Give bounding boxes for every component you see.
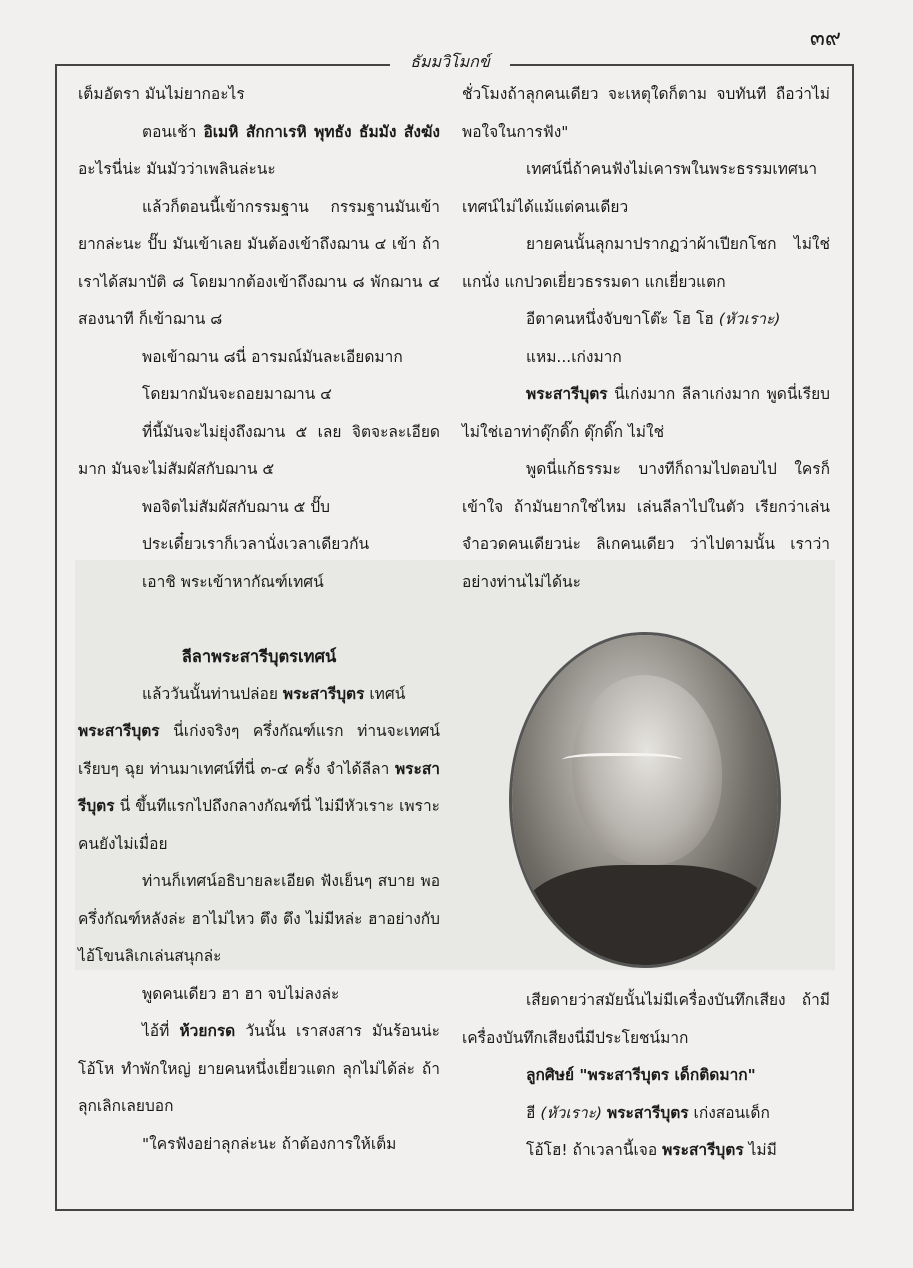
portrait-head-shape	[572, 675, 722, 865]
paragraph: เอาชิ พระเข้าหากัณฑ์เทศน์	[142, 572, 324, 591]
portrait-glasses-shape	[562, 753, 682, 770]
paragraph: ประเดี๋ยวเราก็เวลานั่งเวลาเดียวกัน	[142, 535, 370, 553]
paragraph: เสียดายว่าสมัยนั้นไม่มีเครื่องบันทึกเสียง ถ้ามีเครื่องบันทึกเสียงนี่มีประโยชน์มาก	[462, 991, 830, 1047]
paragraph: โอ้โฮ! ถ้าเวลานี้เจอ พระสารีบุตร ไม่มี	[526, 1141, 777, 1159]
paragraph: แล้วก็ตอนนี้เข้ากรรมฐาน กรรมฐานมันเข้ายากล่ะนะ ปั๊บ มันเข้าเลย มันต้องเข้าถึงฌาน ๔ เข้า ถ้าเราได้สมาบัติ ๘ โดยมากต้องเข้าถึงฌาน ๘ พักฌาน ๔ สองนาที ก็เข้าฌาน ๘	[78, 197, 440, 328]
portrait-robe-shape	[522, 865, 772, 965]
paragraph: ลูกศิษย์ "พระสารีบุตร เด็กติดมาก"	[526, 1066, 756, 1084]
paragraph: อีตาคนหนึ่งจับขาโต๊ะ โฮ โฮ (หัวเราะ)	[526, 310, 781, 328]
right-column	[462, 76, 830, 601]
paragraph: พระสารีบุตร นี่เก่งมาก ลีลาเก่งมาก พูดนี่เรียบ ไม่ใช่เอาท่าดุ๊กดิ๊ก ดุ๊กดิ๊ก ไม่ใช่	[462, 385, 830, 441]
right-column-lower	[462, 982, 830, 1170]
paragraph: พูดนี่แก้ธรรมะ บางทีก็ถามไปตอบไป ใครก็เข้าใจ ถ้ามันยากใช่ไหม เล่นลีลาไปในตัว เรียกว่าเล่นจำอวดคนเดียวน่ะ ลิเกคนเดียว ว่าไปตามนั้น เราว่าอย่างท่านไม่ได้นะ	[462, 460, 830, 591]
monk-portrait-photo	[512, 635, 778, 965]
paragraph: ตอนเช้า อิเมหิ สักกาเรหิ พุทธัง ธัมมัง สังฆัง อะไรนี่น่ะ มันมัวว่าเพลินล่ะนะ	[78, 122, 440, 178]
left-column	[78, 76, 440, 1163]
paragraph: "ใครฟังอย่าลุกล่ะนะ ถ้าต้องการให้เต็ม	[142, 1134, 397, 1153]
paragraph: ฮี (หัวเราะ) พระสารีบุตร เก่งสอนเด็ก	[526, 1103, 770, 1122]
paragraph: ไอ้ที่ ห้วยกรด วันนั้น เราสงสาร มันร้อนน่ะ โอ้โห ทำพักใหญ่ ยายคนหนึ่งเยี่ยวแตก ลุกไม่ได้ล่ะ ถ้าลุกเลิกเลยบอก	[78, 1022, 440, 1115]
paragraph: เทศน์นี่ถ้าคนฟังไม่เคารพในพระธรรมเทศนา เทศน์ไม่ได้แม้แต่คนเดียว	[462, 160, 818, 216]
paragraph: แล้ววันนั้นท่านปล่อย พระสารีบุตร เทศน์	[142, 684, 406, 703]
paragraph: โดยมากมันจะถอยมาฌาน ๔	[142, 385, 332, 403]
paragraph: ท่านก็เทศน์อธิบายละเอียด ฟังเย็นๆ สบาย พอครึ่งกัณฑ์หลังล่ะ ฮาไม่ไหว ตึง ตึง ไม่มีหล่ะ ฮาอย่างกับไอ้โขนลิเกเล่นสนุกล่ะ	[78, 872, 440, 965]
paragraph: เต็มอัตรา มันไม่ยากอะไร	[78, 85, 245, 103]
paragraph: พอเข้าฌาน ๘นี่ อารมณ์มันละเอียดมาก	[142, 347, 403, 366]
section-heading: ลีลาพระสารีบุตรเทศน์	[181, 647, 337, 666]
paragraph: แหม...เก่งมาก	[526, 347, 622, 366]
running-head: ธัมมวิโมกข์	[410, 52, 490, 71]
paragraph: ชั่วโมงถ้าลุกคนเดียว จะเหตุใดก็ตาม จบทันที ถือว่าไม่พอใจในการฟัง"	[462, 85, 830, 141]
page-number: ๓๙	[809, 26, 841, 51]
paragraph: พูดคนเดียว ฮา ฮา จบไม่ลงล่ะ	[142, 984, 340, 1003]
paragraph: ยายคนนั้นลุกมาปรากฏว่าผ้าเปียกโชก ไม่ใช่แกนั่ง แกปวดเยี่ยวธรรมดา แกเยี่ยวแตก	[462, 235, 830, 291]
paragraph: พอจิตไม่สัมผัสกับฌาน ๕ ปั๊บ	[142, 497, 330, 516]
paragraph: ที่นี้มันจะไม่ยุ่งถึงฌาน ๕ เลย จิตจะละเอียดมาก มันจะไม่สัมผัสกับฌาน ๕	[78, 422, 440, 478]
paragraph: พระสารีบุตร นี่เก่งจริงๆ ครึ่งกัณฑ์แรก ท่านจะเทศน์เรียบๆ ฉุย ท่านมาเทศน์ที่นี่ ๓-๔ ครั้ง จำได้ลีลา พระสารีบุตร นี่ ขึ้นทีแรกไปถึงกลางกัณฑ์นี่ ไม่มีหัวเราะ เพราะคนยังไม่เมื่อย	[78, 722, 440, 853]
